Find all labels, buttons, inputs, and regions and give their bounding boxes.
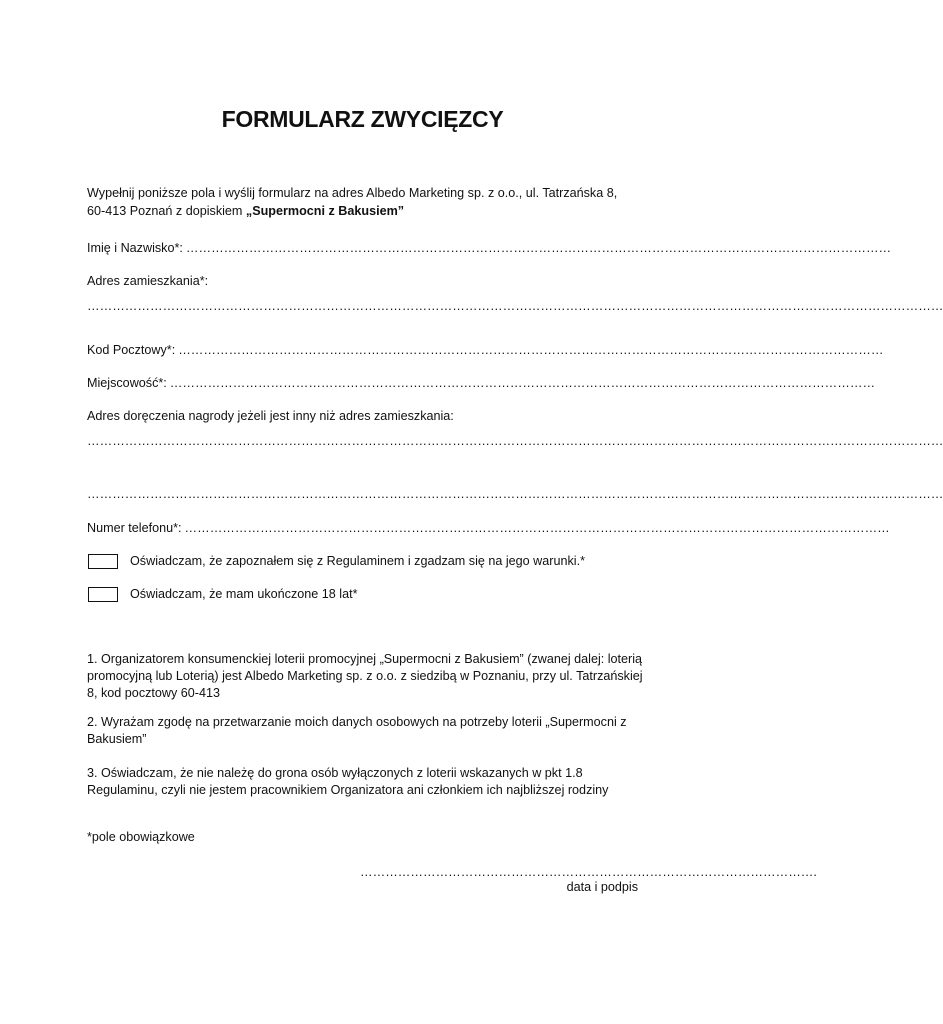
postal-code-field[interactable] xyxy=(87,342,884,359)
page-title: FORMULARZ ZWYCIĘZCY xyxy=(221,106,504,132)
phone-field[interactable] xyxy=(87,520,890,537)
city-label: Miejscowość*: xyxy=(87,376,167,390)
delivery-address-input-line-1[interactable]: …………………………………………………………………………………………………………………………………………………………………………………… xyxy=(87,434,943,448)
name-field[interactable] xyxy=(87,240,892,257)
phone-label: Numer telefonu*: xyxy=(87,521,182,535)
regulations-checkbox[interactable] xyxy=(88,554,118,569)
postal-code-label: Kod Pocztowy*: xyxy=(87,343,176,357)
intro-annotation: „Supermocni z Bakusiem” xyxy=(245,204,405,218)
clause-exclusion: 3. Oświadczam, że nie należę do grona osób wyłączonych z loterii wskazanych w pkt 1.8 Regulaminu, czyli nie jestem pracownikiem Organizatora ani członkiem ich najbliższej rodziny xyxy=(87,766,609,797)
address-input-line[interactable]: …………………………………………………………………………………………………………………………………………………………………………………… xyxy=(87,299,943,313)
regulations-checkbox-label: Oświadczam, że zapoznałem się z Regulaminem i zgadzam się na jego warunki.* xyxy=(130,554,585,568)
signature-label: data i podpis xyxy=(566,880,638,894)
city-field[interactable] xyxy=(87,375,876,392)
clause-organizer: 1. Organizatorem konsumenckiej loterii promocyjnej „Supermocni z Bakusiem” (zwanej dalej: loterią promocyjną lub Loterią) jest Albedo Marketing sp. z o.o. z siedzibą w Poznaniu, przy ul. Tatrzańskiej 8, kod pocztowy 60-413 xyxy=(87,652,643,700)
delivery-address-label: Adres doręczenia nagrody jeżeli jest inny niż adres zamieszkania: xyxy=(87,409,454,423)
name-label: Imię i Nazwisko*: xyxy=(87,241,183,255)
signature-input-line[interactable]: ………………………………………………………………………………………………. xyxy=(360,865,817,879)
delivery-address-input-line-2[interactable]: …………………………………………………………………………………………………………………………………………………………………………………… xyxy=(87,487,943,501)
required-note: *pole obowiązkowe xyxy=(87,830,195,844)
intro-line-1: Wypełnij poniższe pola i wyślij formularz na adres Albedo Marketing sp. z o.o., ul. Tatrzańska 8, xyxy=(87,186,618,200)
intro-line-2 xyxy=(87,203,404,220)
age-checkbox-label: Oświadczam, że mam ukończone 18 lat* xyxy=(130,587,358,601)
intro-address: 60-413 Poznań z dopiskiem xyxy=(87,204,246,218)
city-input-line[interactable]: …………………………………………………………………………………………………………………………………………………… xyxy=(169,376,876,390)
clause-data-consent: 2. Wyrażam zgodę na przetwarzanie moich danych osobowych na potrzeby loterii „Supermocni z Bakusiem” xyxy=(87,715,627,746)
address-label: Adres zamieszkania*: xyxy=(87,274,209,288)
age-checkbox[interactable] xyxy=(88,587,118,602)
name-input-line[interactable]: …………………………………………………………………………………………………………………………………………………… xyxy=(185,241,892,255)
postal-code-input-line[interactable]: …………………………………………………………………………………………………………………………………………………… xyxy=(178,343,884,357)
phone-input-line[interactable]: …………………………………………………………………………………………………………………………………………………… xyxy=(184,521,890,535)
